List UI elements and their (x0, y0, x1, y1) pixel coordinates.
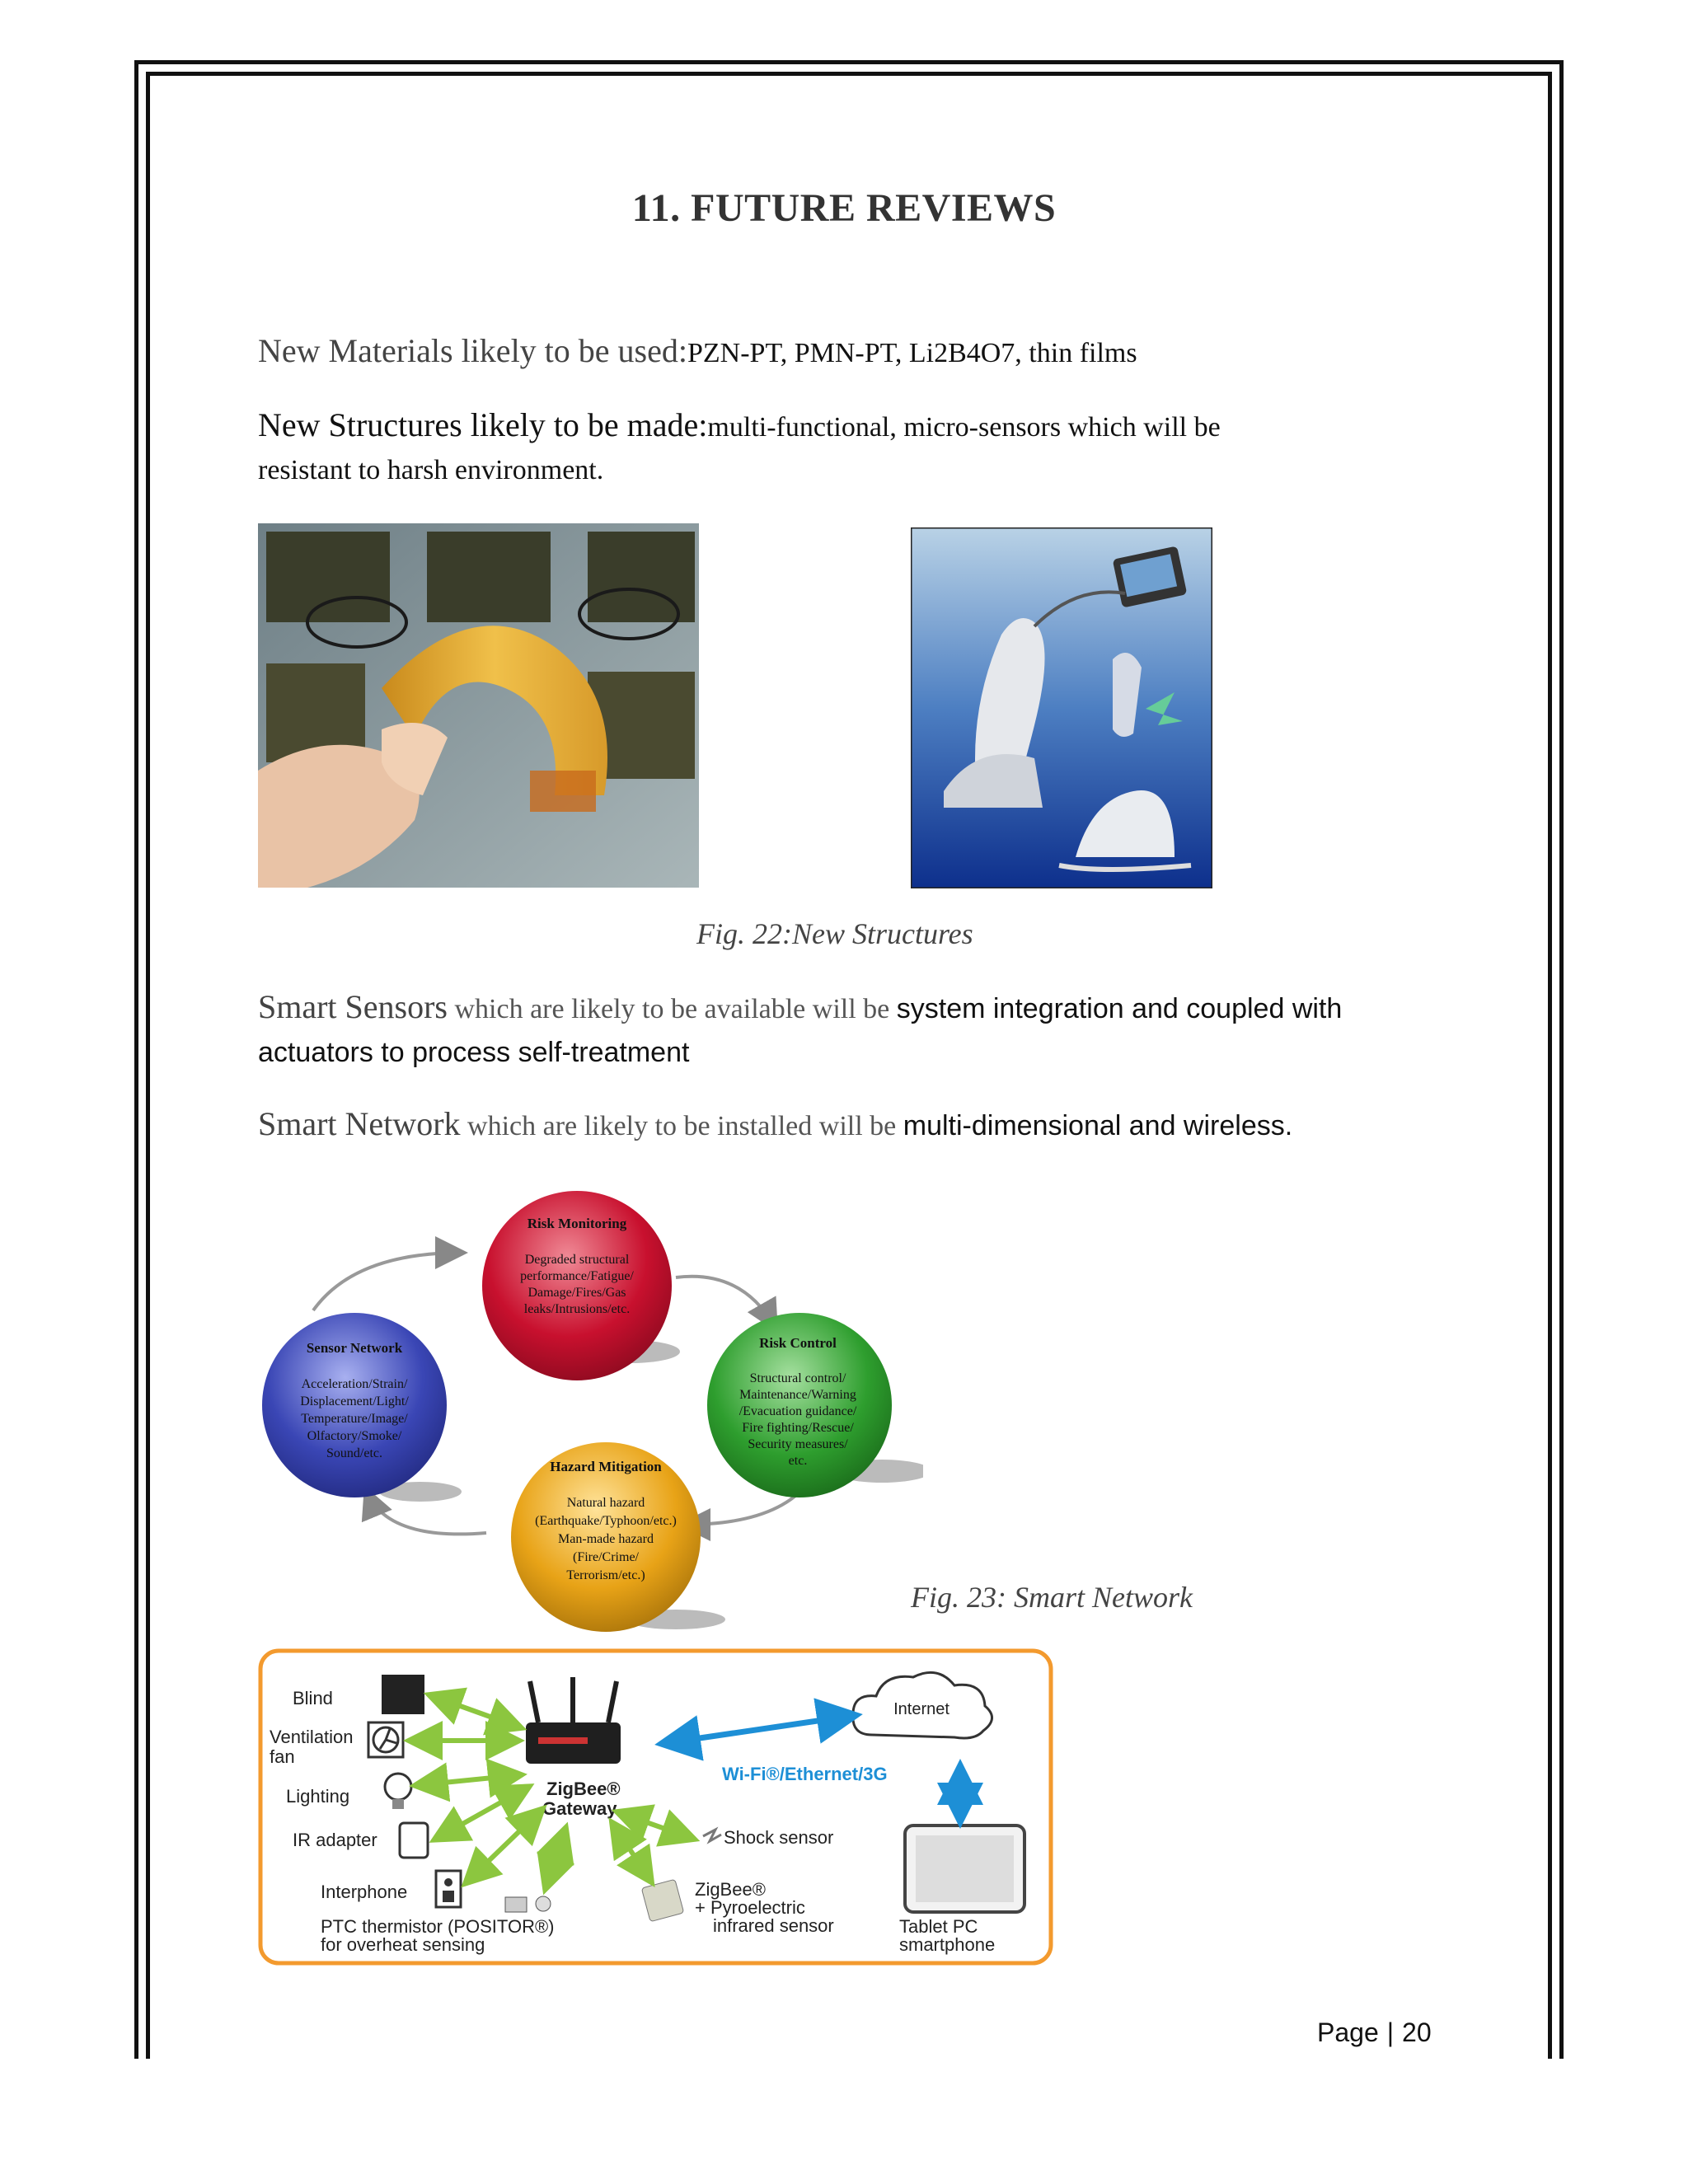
gateway-label-2: Gateway (542, 1798, 617, 1819)
sensor-network-line-2: Displacement/Light/ (300, 1394, 409, 1408)
interphone-label: Interphone (321, 1882, 408, 1902)
ventilation-label: Ventilation (270, 1727, 354, 1747)
smart-network-lead: Smart Network (258, 1105, 461, 1142)
fan-label: fan (270, 1746, 295, 1767)
smart-network-text: multi-dimensional and wireless. (903, 1110, 1293, 1141)
cycle-arrow-1 (313, 1253, 462, 1310)
interphone-icon (436, 1871, 461, 1907)
risk-monitoring-title: Risk Monitoring (527, 1216, 627, 1231)
ptc-label-2: for overheat sensing (321, 1934, 485, 1955)
smart-network-paragraph (258, 1103, 1445, 1148)
risk-control-line-6: etc. (788, 1454, 808, 1468)
risk-monitoring-line-4: leaks/Intrusions/etc. (523, 1302, 631, 1316)
tablet-label-2: smartphone (899, 1934, 996, 1955)
risk-monitoring-line-3: Damage/Fires/Gas (528, 1286, 626, 1300)
shock-sensor-label: Shock sensor (724, 1827, 834, 1848)
materials-lead: New Materials likely to be used: (258, 332, 687, 369)
sensor-network-line-1: Acceleration/Strain/ (301, 1377, 408, 1391)
risk-control-line-5: Security measures/ (748, 1437, 848, 1451)
flexible-sensor-photo (258, 523, 699, 888)
pyro-label-3: infrared sensor (713, 1915, 834, 1936)
lighting-label: Lighting (286, 1786, 350, 1807)
cycle-arrow-2 (676, 1277, 775, 1327)
smart-sensors-text: system integration and coupled with (896, 993, 1343, 1024)
page-label: Page (1317, 2018, 1379, 2047)
risk-control-title: Risk Control (759, 1335, 837, 1351)
smart-sensors-lead: Smart Sensors (258, 988, 448, 1025)
structures-text-2: resistant to harsh environment. (258, 455, 604, 485)
smart-sensors-mid: which are likely to be available will be (448, 994, 897, 1024)
risk-control-line-3: /Evacuation guidance/ (738, 1404, 857, 1418)
page-separator: | (1386, 2018, 1395, 2047)
risk-control-line-2: Maintenance/Warning (739, 1388, 856, 1402)
structures-text: multi-functional, micro-sensors which will be (707, 412, 1221, 443)
sensor-network-line-5: Sound/etc. (326, 1446, 382, 1460)
smart-sensors-text-2: actuators to process self-treatment (258, 1037, 690, 1068)
ir-adapter-label: IR adapter (293, 1830, 377, 1850)
risk-monitoring-line-1: Degraded structural (524, 1253, 630, 1267)
sensor-network-line-3: Temperature/Image/ (301, 1412, 408, 1426)
zigbee-network-diagram (258, 1648, 1053, 1966)
internet-label: Internet (893, 1700, 950, 1718)
pyro-label-1: ZigBee® (695, 1879, 766, 1900)
wifi-label: Wi-Fi®/Ethernet/3G (722, 1764, 888, 1784)
smart-network-mid: which are likely to be installed will be (460, 1111, 903, 1141)
blind-icon (382, 1675, 424, 1714)
hazard-mitigation-line-5: Terrorism/etc.) (566, 1568, 645, 1582)
pyro-label-2: + Pyroelectric (695, 1897, 805, 1918)
section-title: 11. FUTURE REVIEWS (631, 186, 1057, 230)
tablet-label-1: Tablet PC (899, 1916, 978, 1937)
page-number (1317, 2018, 1432, 2048)
fan-icon (368, 1722, 403, 1757)
fig23-caption: Fig. 23: Smart Network (911, 1581, 1193, 1614)
smart-sensors-paragraph (258, 986, 1445, 1075)
tablet-icon (905, 1825, 1025, 1912)
hazard-mitigation-line-3: Man-made hazard (558, 1532, 654, 1546)
hazard-mitigation-line-4: (Fire/Crime/ (573, 1550, 639, 1564)
ir-adapter-icon (400, 1823, 428, 1858)
risk-monitoring-line-2: performance/Fatigue/ (520, 1269, 634, 1283)
structures-lead: New Structures likely to be made: (258, 406, 708, 443)
ptc-label-1: PTC thermistor (POSITOR®) (321, 1916, 555, 1937)
materials-paragraph (258, 330, 1445, 375)
ultrasound-device-photo (911, 527, 1212, 888)
hazard-mitigation-line-1: Natural hazard (566, 1496, 645, 1510)
page-number-value: 20 (1402, 2018, 1432, 2047)
sensor-network-title: Sensor Network (306, 1340, 403, 1356)
smart-network-cycle-diagram (247, 1170, 923, 1632)
sensor-network-line-4: Olfactory/Smoke/ (307, 1429, 402, 1443)
fig22-caption: Fig. 22:New Structures (696, 917, 973, 950)
materials-text: PZN-PT, PMN-PT, Li2B4O7, thin films (687, 338, 1137, 368)
hazard-mitigation-title: Hazard Mitigation (550, 1459, 662, 1474)
blind-label: Blind (293, 1688, 333, 1708)
structures-paragraph (258, 404, 1445, 492)
gateway-label-1: ZigBee® (546, 1779, 621, 1799)
risk-control-line-1: Structural control/ (749, 1371, 846, 1385)
hazard-mitigation-line-2: (Earthquake/Typhoon/etc.) (535, 1514, 677, 1528)
risk-control-line-4: Fire fighting/Rescue/ (742, 1421, 854, 1435)
